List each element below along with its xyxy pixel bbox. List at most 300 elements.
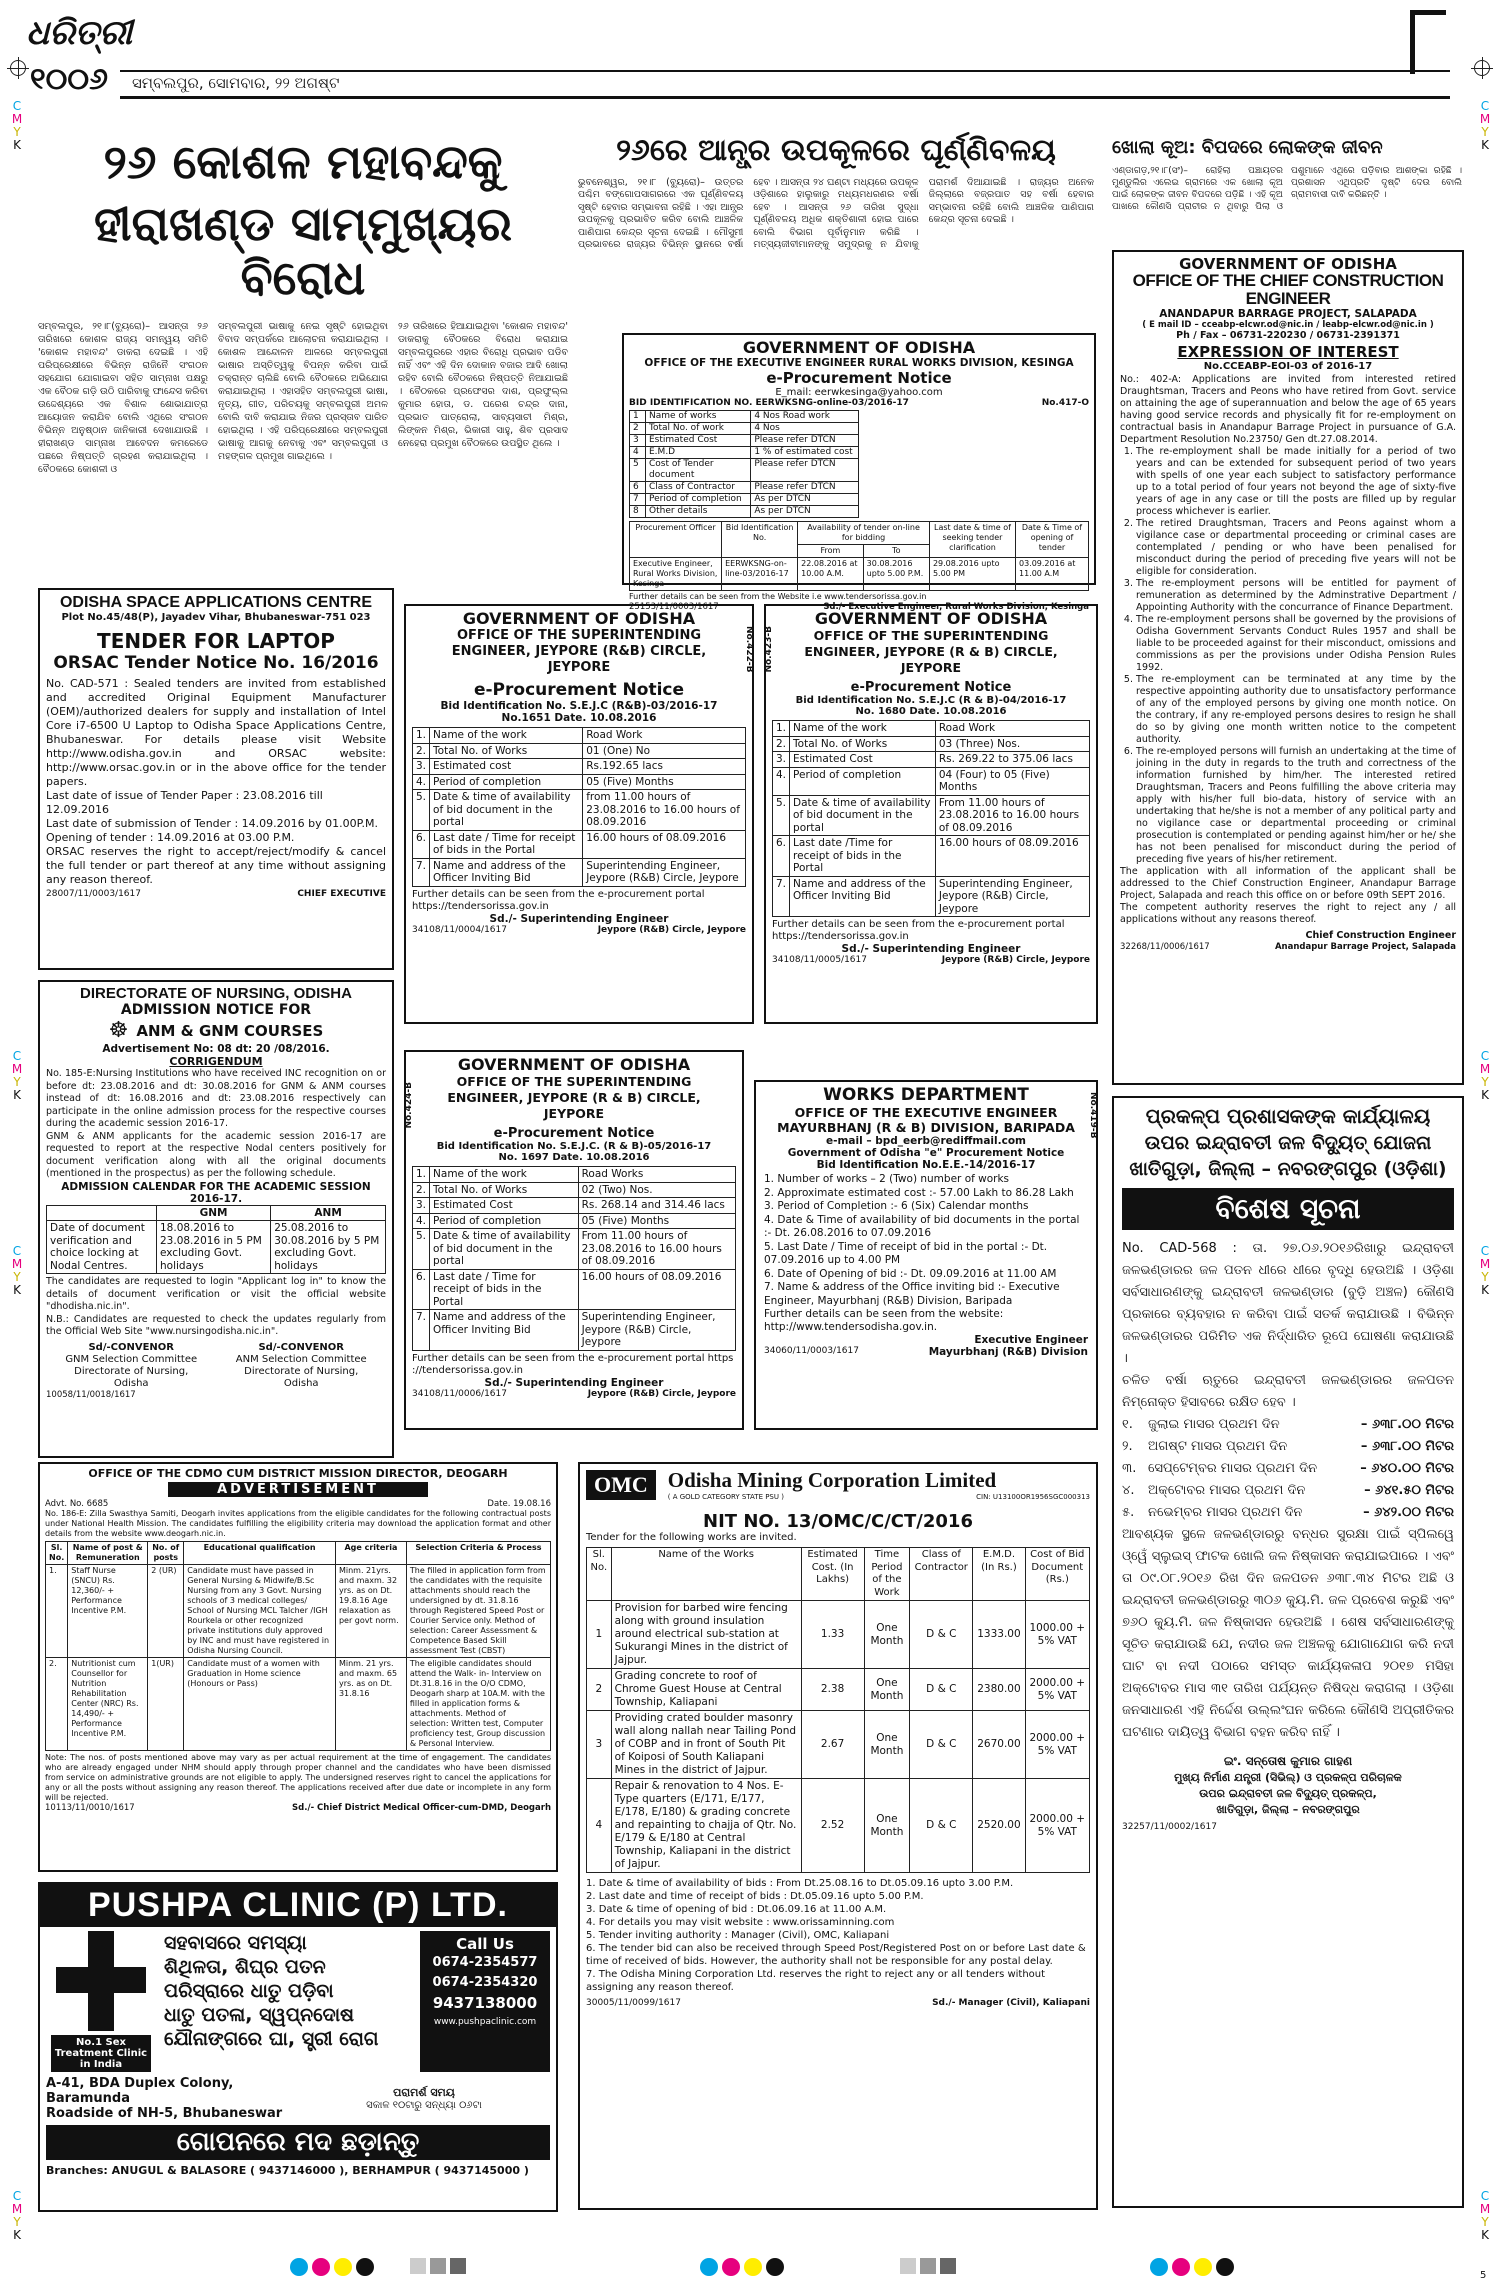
- nurse-cal-c2: 25.08.2016 to 30.08.2016 by 5 PM excluding Govt. holidays: [271, 1221, 386, 1274]
- ad-jeypore-tender-3: [404, 1050, 744, 1430]
- cce-point: 4. The re-employment persons shall be governed by the provisions of Odisha Government Servants Conduct Rules 1957 and shall be liable to be proceeded against for their misconduct, omissions and commissions as per the provisions under Odisha Pension Rules 1992.: [1136, 614, 1456, 674]
- jp2-cell: Period of completion: [790, 767, 936, 795]
- cce-point: 2. The retired Draughtsman, Tracers and Peons against whom a vigilance case or departmental proceeding or criminal cases are contemplated / pending or who have been penalised for misconduct during the period of preceding five years will not be eligible for consideration.: [1136, 518, 1456, 578]
- hy-level-row: [1122, 1436, 1454, 1458]
- jp1-cell: 5.: [413, 790, 430, 831]
- omc-cell: 3: [587, 1711, 612, 1779]
- hy-line2: ଉପର ଇନ୍ଦ୍ରାବତୀ ଜଳ ବିଦ୍ୟୁତ୍ ଯୋଜନା: [1144, 1132, 1432, 1154]
- cmyk-mark-left-low: C M Y K: [11, 1244, 23, 1297]
- pc-name: PUSHPA CLINIC (P) LTD.: [40, 1884, 556, 1927]
- jp1-cell: Total No. of Works: [430, 743, 583, 759]
- rw-sch-h2: Availability of tender on-line for bidding: [798, 522, 930, 545]
- hy-levels: [1122, 1414, 1454, 1524]
- omc-cell: 2000.00 + 5% VAT: [1025, 1711, 1089, 1779]
- rw-cell: 5: [630, 459, 646, 482]
- dg-header-cell: No. of posts: [148, 1542, 184, 1565]
- hy-level-num: ୨.: [1122, 1439, 1133, 1454]
- rw-cell: Please refer DTCN: [751, 435, 859, 447]
- jp1-line2: OFFICE OF THE SUPERINTENDING ENGINEER, JEYPORE (R&B) CIRCLE, JEYPORE: [451, 628, 707, 675]
- jp3-line1: GOVERNMENT OF ODISHA: [457, 1055, 691, 1074]
- jp3-cell: 4.: [413, 1213, 430, 1229]
- jp1-row: [413, 774, 746, 790]
- wd-item: 3. Period of Completion :- 6 (Six) Calendar months: [764, 1200, 1029, 1212]
- wd-item: 7. Name & address of the Office inviting bid :- Executive Engineer, Mayurbhanj (R&B) Division, Baripada: [764, 1281, 1060, 1307]
- omc-sign: Sd./- Manager (Civil), Kaliapani: [932, 1998, 1090, 2008]
- hy-level-value: – ୬୪୧.୫୦ ମିଟର: [1364, 1483, 1454, 1498]
- jp1-bid: Bid Identification No. S.E.J.C (R&B)-03/2016-17: [440, 700, 718, 712]
- hy-body1: No. CAD-568 : ତା. ୨୭.୦୬.୨୦୧୬ରିଖାରୁ ଇନ୍ଦ୍ରାବତୀ ଜଳଭଣ୍ଡାରର ଜଳ ପତନ ଧୀରେ ଧୀରେ ବୃଦ୍ଧି ହେଉଅଛି । ଓଡ଼ିଶା ସର୍ବସାଧାରଣଙ୍କୁ ଇନ୍ଦ୍ରାବତୀ ଜଳଭଣ୍ଡାର (ବୁଡ଼ି ଅଞ୍ଚଳ) କୌଣସି ପ୍ରକାରେ ବ୍ୟବହାର ନ କରିବା ପାଇଁ ସତର୍କ କରାଯାଉଛି । ବିଭିନ୍ନ ଜଳଭଣ୍ଡାରର ପରିମିତ ଏକ ନିର୍ଦ୍ଧାରିତ ରୂପେ ଘୋଷଣା କରାଯାଉଛି ।: [1122, 1241, 1454, 1366]
- wd-code: 34060/11/0003/1617: [764, 1346, 859, 1356]
- omc-header-cell: Sl. No.: [587, 1548, 612, 1601]
- omc-invite: Tender for the following works are invited.: [586, 1532, 797, 1543]
- jp1-cell: Superintending Engineer, Jeypore (R&B) Circle, Jeypore: [583, 858, 746, 886]
- omc-cell: One Month: [864, 1779, 910, 1873]
- cce-sign2: Anandapur Barrage Project, Salapada: [1274, 942, 1456, 952]
- cmyk-mark-right-mid: C M Y K: [1479, 1049, 1491, 1102]
- omc-row: [587, 1779, 1090, 1873]
- dg-header-cell: Educational qualification: [184, 1542, 336, 1565]
- wd-item: 6. Date of Opening of bid :- Dt. 09.09.2016 at 11.00 AM: [764, 1267, 1057, 1280]
- ad-jeypore-tender-1: [404, 604, 754, 1024]
- rw-sch-c4: 29.08.2016 upto 5.00 PM: [929, 558, 1015, 591]
- nurse-body2: GNM & ANM applicants for the academic session 2016-17 are requested to report at the respective Nodal centers positively for document verification along with all the original documents (mentioned in the prospectus) as per the following schedule.: [46, 1130, 386, 1179]
- jp2-cell: 5.: [773, 795, 790, 836]
- omc-cell: 2000.00 + 5% VAT: [1025, 1669, 1089, 1711]
- jp2-no: No. 1680 Date. 10.08.2016: [855, 706, 1007, 717]
- masthead-rule: [120, 96, 1450, 99]
- gray-scale-strip-right: [900, 2258, 960, 2278]
- ad-directorate-nursing: [38, 980, 394, 1458]
- jp3-cell: 02 (Two) Nos.: [578, 1182, 735, 1198]
- cce-line3: ANANDAPUR BARRAGE PROJECT, SALAPADA: [1159, 308, 1417, 320]
- jp3-row: [413, 1269, 736, 1310]
- dg-cell: Candidate must have passed in General Nursing & Midwife/B.Sc Nursing from any 3 Govt. Nursing schools of 3 medical colleges/ School of Nursing MCL Talcher /IGH Rourkela or other recognized private institutions duly approved by INC and must have registered in Odisha Nursing Council.: [184, 1565, 336, 1658]
- wd-title: WORKS DEPARTMENT: [823, 1085, 1029, 1105]
- rw-line3: e-Procurement Notice: [766, 369, 952, 387]
- jp1-side: No.422-B: [744, 626, 754, 673]
- hy-level-value: – ୬୪୨.୦୦ ମିଟର: [1363, 1505, 1454, 1520]
- wd-footer: Further details can be seen from the website: http://www.tendersodisha.gov.in.: [764, 1308, 1004, 1333]
- pc-addr2: Roadside of NH-5, Bhubaneswar: [46, 2106, 283, 2121]
- omc-cell: One Month: [864, 1669, 910, 1711]
- ad-rural-works-kesinga: [622, 333, 1096, 612]
- jp2-row: [773, 767, 1090, 795]
- rw-cell: E.M.D: [646, 447, 751, 459]
- rw-sch-from: From: [798, 545, 864, 558]
- wd-line4: Government of Odisha "e" Procurement Notice: [787, 1147, 1065, 1159]
- jp2-row: [773, 836, 1090, 877]
- story-kosal-bandh: [38, 136, 568, 632]
- osac-sign: CHIEF EXECUTIVE: [297, 889, 386, 899]
- omc-cell: 4: [587, 1779, 612, 1873]
- jp1-no: No.1651 Date. 10.08.2016: [501, 712, 657, 724]
- jp1-row: [413, 830, 746, 858]
- jp3-cell: Rs. 268.14 and 314.46 lacs: [578, 1198, 735, 1214]
- omc-cell: 1333.00: [973, 1601, 1025, 1669]
- jp1-sign1: Sd./- Superintending Engineer: [489, 912, 669, 925]
- nursing-emblem-icon: ☸: [108, 1018, 129, 1043]
- hy-level-value: – ୬୩୮.୦୦ ମିଟର: [1360, 1417, 1454, 1432]
- color-registration-dots-center: [700, 2258, 788, 2280]
- jp3-cell: 6.: [413, 1269, 430, 1310]
- dg-code: 10113/11/0010/1617: [45, 1803, 135, 1813]
- jp2-row: [773, 721, 1090, 737]
- nurse-body1: No. 185-E:Nursing Institutions who have received INC recognition on or before dt: 23.08.2016 and dt: 30.08.2016 for GNM & ANM courses instead of dt: 16.08.2016 and dt: 23.08.2016 respectively can participate in the online admission process for the respective courses during the academic session 2016-17.: [46, 1068, 386, 1129]
- nurse-sign-gnm: Sd/-CONVENOR GNM Selection Committee Directorate of Nursing, Odisha: [65, 1341, 198, 1389]
- story2-headline: ୨୬ରେ ଆନ୍ଧ୍ର ଉପକୂଳରେ ଘୂର୍ଣ୍ଣିବଳୟ: [616, 133, 1056, 168]
- color-registration-dots: [290, 2258, 378, 2280]
- rw-sch-to: To: [863, 545, 929, 558]
- jp1-cell: 16.00 hours of 08.09.2016: [583, 830, 746, 858]
- cce-sign1: Chief Construction Engineer: [1305, 930, 1456, 941]
- jp2-line3: e-Procurement Notice: [850, 680, 1012, 695]
- jp3-cell: 16.00 hours of 08.09.2016: [578, 1269, 735, 1310]
- rw-cell: Name of works: [646, 411, 751, 423]
- rw-sch-h4: Date & Time of opening of tender: [1015, 522, 1088, 558]
- pc-branches: Branches: ANUGUL & BALASORE ( 9437146000 ), BERHAMPUR ( 9437145000 ): [46, 2164, 529, 2177]
- dg-cell: Minm. 21 yrs. and maxm. 65 yrs. as on Dt. 31.8.16: [335, 1658, 406, 1751]
- hy-line3: ଖାତିଗୁଡ଼ା, ଜିଲ୍ଲା – ନବରଙ୍ଗପୁର (ଓଡ଼ିଶା): [1129, 1158, 1447, 1180]
- hy-line1: ପ୍ରକଳ୍ପ ପ୍ରଶାସକଙ୍କ କାର୍ଯ୍ୟାଳୟ: [1145, 1104, 1431, 1128]
- wd-sign2: Mayurbhanj (R&B) Division: [928, 1346, 1088, 1358]
- dg-date: Date. 19.08.16: [487, 1499, 551, 1509]
- omc-cell: 1: [587, 1601, 612, 1669]
- omc-row: [587, 1669, 1090, 1711]
- jp1-cell: Period of completion: [430, 774, 583, 790]
- omc-logo: OMC: [586, 1470, 656, 1500]
- rw-sch-c2: 22.08.2016 at 10.00 A.M.: [798, 558, 864, 591]
- dg-line1: OFFICE OF THE CDMO CUM DISTRICT MISSION DIRECTOR, DEOGARH: [88, 1467, 508, 1480]
- ad-works-department: [754, 1080, 1098, 1430]
- jp3-cell: Superintending Engineer, Jeypore (R&B) Circle, Jeypore: [578, 1310, 735, 1351]
- rw-sch-h3: Last date & time of seeking tender clarification: [929, 522, 1015, 558]
- dg-cell: 1.: [46, 1565, 68, 1658]
- jp3-cell: 5.: [413, 1229, 430, 1270]
- jp1-table: [412, 727, 746, 887]
- omc-cell: Providing crated boulder masonry wall along nallah near Tailing Pond of COBP and in front of South Pit of Koiposi of South Kaliapani Mines in the district of Jajpur.: [611, 1711, 801, 1779]
- wd-item: 1. Number of works – 2 (Two) number of works: [764, 1173, 1010, 1185]
- nurse-cal-h2: ANM: [271, 1205, 386, 1221]
- jp3-sign2: Jeypore (R&B) Circle, Jeypore: [587, 1388, 736, 1399]
- omc-cell: 2.38: [801, 1669, 864, 1711]
- cce-title: EXPRESSION OF INTEREST: [1177, 343, 1399, 361]
- cce-reserve: The competent authority reserves the right to reject any / all applications without any reasons thereof.: [1120, 902, 1456, 925]
- dg-cell: 2 (UR): [148, 1565, 184, 1658]
- jp1-cell: Road Work: [583, 728, 746, 744]
- rw-cell: 2: [630, 423, 646, 435]
- jp3-no: No. 1697 Date. 10.08.2016: [498, 1152, 650, 1163]
- jp2-cell: 3.: [773, 752, 790, 768]
- dateline: ସମ୍ବଲପୁର, ସୋମବାର, ୨୨ ଅଗଷ୍ଟ: [132, 74, 340, 92]
- rw-cell: 1 % of estimated cost: [751, 447, 859, 459]
- omc-cell: 2380.00: [973, 1669, 1025, 1711]
- hy-code: 32257/11/0002/1617: [1122, 1822, 1217, 1832]
- jp1-cell: 7.: [413, 858, 430, 886]
- jp3-cell: Estimated Cost: [430, 1198, 579, 1214]
- rw-row: [630, 506, 859, 518]
- omc-header-cell: Name of the Works: [611, 1548, 801, 1601]
- pc-web[interactable]: www.pushpaclinic.com: [433, 2017, 537, 2027]
- omc-header-cell: Estimated Cost. (In Lakhs): [801, 1548, 864, 1601]
- nurse-sign-anm: Sd/-CONVENOR ANM Selection Committee Directorate of Nursing, Odisha: [235, 1341, 367, 1389]
- jp2-side: No.423-B: [764, 626, 774, 673]
- story1-col2: ସମ୍ବଲପୁରୀ ଭାଷାକୁ ନେଇ ସୃଷ୍ଟି ହୋଇଥିବା ବିବାଦ ସମ୍ପର୍କରେ ଆଲୋଚନା କରାଯାଇଥିଲା । କୋଶଳ ଆନ୍ଦୋଳନ ଆଳରେ ସମ୍ବଲପୁରୀ ଭାଷାର ଅସ୍ତିତ୍ୱକୁ ବିପନ୍ନ କରିବା ପାଇଁ ଚକ୍ରାନ୍ତ ଚାଲିଛି ବୋଲି ବୈଠକରେ ଅଭିଯୋଗ କରାଯାଇଥିଲା । ଏହାସହିତ ସମ୍ବଲପୁରୀ ଭାଷା, ନୃତ୍ୟ, ଗୀତ, ପରିଚୟକୁ ସମ୍ବଲପୁରୀ ଅମଳ ବୋଲି ଦାବି କରାଯାଇ ନିଜର ପ୍ରସ୍ତାବ ପାରିତ ହୋଇଥିଲା । ଏହି ପରିପ୍ରେକ୍ଷୀରେ ସମ୍ବଲପୁରୀ ଭାଷାକୁ ଆଗକୁ ନେବାକୁ ଏବଂ ସମ୍ବଲପୁରୀ ଓ ମହଙ୍ଗଳ ପ୍ରମୁଖ ଗାଇଥିଲେ ।: [218, 321, 388, 463]
- nurse-cal-title: ADMISSION CALENDAR FOR THE ACADEMIC SESSION 2016-17.: [61, 1180, 371, 1205]
- hy-title: ବିଶେଷ ସୂଚନା: [1122, 1188, 1454, 1230]
- omc-note: 7. The Odisha Mining Corporation Ltd. reserves the right to reject any or all tenders without assigning any reason thereof.: [586, 1969, 1046, 1993]
- dg-cell: The eligible candidates should attend the Walk- in- Interview on Dt.31.8.16 in the O/O CDMO, Deogarh sharp at 10A.M. with the filled in application forms & attachments. Method of selection: Written test, Computer proficiency test, Group discussion & Personal Interview.: [406, 1658, 550, 1751]
- hy-body3: ଆବଶ୍ୟକ ସ୍ଥଳେ ଜଳଭଣ୍ଡାରରୁ ବନ୍ଧର ସୁରକ୍ଷା ପାଇଁ ସ୍ପିଲୱେ ଓ୍ୱେଁ ସ୍ଲୁଇସ୍ ଫାଟକ ଖୋଲି ଜଳ ନିଷ୍କାସନ କରାଯାଇପାରେ । ଏବଂ ତା ୦୯.୦୮.୨୦୧୬ ରିଖ ଦିନ ଜଳପତନ ୬୩୮.୩୪ ମିଟର ଅଛି ଓ ଇନ୍ଦ୍ରାବତୀ ଜଳଭଣ୍ଡାରରୁ ୩୦୬ କ୍ୟୁ.ମି. ଜଳ ପ୍ରବେଶ କରୁଛି ଏବଂ ୭୬୦ କ୍ୟୁ.ମି. ଜଳ ନିଷ୍କାସନ ହେଉଅଛି । ଶେଷ ସର୍ବସାଧାରଣଙ୍କୁ ସୂଚିତ କରାଯାଉଛି ଯେ, ନଦୀର ଜଳ ଅଞ୍ଚଳକୁ ଯୋଗାଯୋଗ କରି ନଦୀ ଘାଟ ବା ନଦୀ ପଠାରେ ସମସ୍ତ କାର୍ଯ୍ୟକଳାପ ୨୦୧୭ ମସିହା ଅକ୍ଟୋବର ମାସ ୩୧ ତାରିଖ ପର୍ଯ୍ୟନ୍ତ ନିଷିଦ୍ଧ କରାଗଲା । ଓଡ଼ିଶା ଜନସାଧାରଣ ଏହି ନିର୍ଦ୍ଦେଶ ଉଲ୍ଲଂଘନ କରିଲେ କୌଣସି ଅପ୍ରୀତିକର ଘଟଣାର ଦାୟିତ୍ୱ ବିଭାଗ ବହନ କରିବ ନାହିଁ ।: [1122, 1527, 1454, 1740]
- omc-note: 3. Date & time of opening of bid : Dt.06.09.16 at 11.00 A.M.: [586, 1904, 887, 1915]
- osac-d4: ORSAC reserves the right to accept/reject/modify & cancel the full tender or part thereof at any time without assigning any reason thereof.: [46, 845, 386, 886]
- wd-item: 4. Date & Time of availability of bid documents in the portal :- Dt. 26.08.2016 to 07.09.2016: [764, 1213, 1080, 1239]
- jp2-cell: Date & time of availability of bid document in the portal: [790, 795, 936, 836]
- omc-cell: 2000.00 + 5% VAT: [1025, 1779, 1089, 1873]
- hy-level-num: ୪.: [1122, 1483, 1135, 1498]
- rw-cell: Please refer DTCN: [751, 482, 859, 494]
- jp2-cell: 1.: [773, 721, 790, 737]
- jp2-cell: Rs. 269.22 to 375.06 lacs: [935, 752, 1089, 768]
- rw-line1: GOVERNMENT OF ODISHA: [742, 338, 976, 357]
- hy-sign3: ଉପର ଇନ୍ଦ୍ରାବତୀ ଜଳ ବିଦ୍ୟୁତ୍ ପ୍ରକଳ୍ପ,: [1199, 1787, 1377, 1800]
- dg-cell: 1(UR): [148, 1658, 184, 1751]
- page-number: ୧୦୦୬: [30, 62, 108, 97]
- story1-col3: ୨୬ ତାରିଖରେ ହିଆଯାଇଥିବା 'କୋଶଳ ମହାବନ୍ଦ' ଡାକରାକୁ ବୈଠକରେ ବିରୋଧ କରାଯାଇ ସମ୍ବଲପୁରରେ ଏହାର ବିରୋଧି ପ୍ରଭାବ ପଡିବ ନାହିଁ ଏବଂ ଏହି ଦିନ ଦୋକାନ ବଜାର ଆଦି ଖୋଲା ରହିବ ବୋଲି ବୈଠକରେ ନିଷ୍ପତ୍ତି ନିଆଯାଇଛି । ବୈଠକରେ ପ୍ରଫେସର ଦାଶ, ପ୍ରଫୁଲ୍ଲ କୁମାର ହୋତା, ଡ. ପରେଶ ଚନ୍ଦ୍ର ଦାନା, ପ୍ରଭାତ ପାତ୍ରୋଲା, ସାବ୍ୟସାଚୀ ମିଶ୍ର, ଲିଙ୍କନ ମିଶ୍ର, ଭିକାରୀ ସାହୁ, ଶିବ ପ୍ରସାଦ ନେହେରା ପ୍ରମୁଖ ବୈଠକରେ ଉପସ୍ଥିତ ଥିଲେ ।: [398, 321, 568, 450]
- rw-row: [630, 411, 859, 423]
- hy-level-num: ୫.: [1122, 1505, 1135, 1520]
- osac-code: 28007/11/0003/1617: [46, 889, 141, 899]
- jp3-cell: 7.: [413, 1310, 430, 1351]
- omc-header-cell: Cost of Bid Document (Rs.): [1025, 1548, 1089, 1601]
- cmyk-mark-left-bottom: C M Y K: [11, 2189, 23, 2242]
- jp2-bid: Bid Identification No. S.E.J.C (R & B)-04/2016-17: [795, 695, 1067, 706]
- medical-cross-icon: [56, 1931, 146, 2031]
- cce-point: 5. The re-employment can be terminated at any time by the respective appointing authority due to unsatisfactory performance of any of the employed persons by giving one month notice. On the contrary, if any re-employed persons desires to resign he shall do so by giving one month written notice to the competent authority.: [1136, 674, 1456, 746]
- omc-nit: NIT NO. 13/OMC/C/CT/2016: [703, 1511, 973, 1532]
- cce-no: No.CCEABP-EOI-03 of 2016-17: [1203, 361, 1373, 372]
- omc-note: 4. For details you may visit website : www.orissaminning.com: [586, 1917, 895, 1928]
- story1-headline-2: ହୀରାଖଣ୍ଡ ସାମ୍ମୁଖ୍ୟର ବିରୋଧ: [93, 197, 513, 307]
- omc-cin: CIN: U13100OR1956SGC000313: [976, 1493, 1090, 1501]
- nurse-line1: DIRECTORATE OF NURSING, ODISHA: [80, 985, 352, 1002]
- rw-cell: Total No. of work: [646, 423, 751, 435]
- wd-item: 2. Approximate estimated cost :- 57.00 Lakh to 86.28 Lakh: [764, 1186, 1074, 1199]
- omc-cell: 1000.00 + 5% VAT: [1025, 1601, 1089, 1669]
- omc-header-cell: E.M.D. (In Rs.): [973, 1548, 1025, 1601]
- pc-l5: ଯୌନାଙ୍ଗରେ ଘା, ସ୍ତ୍ରୀ ରୋଗ: [164, 2028, 379, 2050]
- rw-cell: Cost of Tender document: [646, 459, 751, 482]
- cce-points: [1120, 446, 1456, 866]
- cce-line1: GOVERNMENT OF ODISHA: [1179, 255, 1397, 273]
- jp1-cell: 01 (One) No: [583, 743, 746, 759]
- story1-col1: ସମ୍ବଲପୁର, ୨୧।୮(ବ୍ୟୁରୋ)– ଆସନ୍ତା ୨୬ ତାରିଖରେ କୋଶଳ ରାଜ୍ୟ ସମନ୍ୱୟ ସମିତି 'କୋଶଳ ମହାବନ୍ଦ' ଡାକରା ଦେଇଛି । ଏହି ପରିପ୍ରେକ୍ଷୀରେ ବିଭିନ୍ନ ରାଜିନୈ ସଂଗଠନ ସହଯୋଗ ଯୋଗାଇବା ସହିତ ସାମ୍ନାଖ ପକ୍ଷରୁ ଏକ ବୈଠକ ଗଡ଼ି ଉଠି ପାରିବାକୁ ଫାନ୍ଦେସ କରିବା ଉଦ୍ଦେଶ୍ୟରେ ଏକ ବିଶାଳ ଶୋଭାଯାତ୍ରା ଆୟୋଜନ କରାଯିବ ବୋଲି ଏଥିରେ ସଂଗଠନ ବିଭିନ୍ନ ଅନୁଷ୍ଠାନ ଜାନିକାରୀ ଦେଖାଯାଉଛି । ହୀରାଖଣ୍ଡ ସାମ୍ନାଖ ଆବେଦନ କମରେଡେ ପଛରେ ନିଷ୍ପତ୍ତି ଗ୍ରହଣ କରାଯାଇଥିଲା । ବୈଠକରେ କୋଶଳୀ ଓ: [38, 321, 208, 476]
- jp3-row: [413, 1167, 736, 1183]
- wd-item: 5. Last Date / Time of receipt of bid in the portal :- Dt. 07.09.2016 up to 4.00 PM: [764, 1240, 1048, 1266]
- jp2-row: [773, 795, 1090, 836]
- pc-tag: No.1 Sex Treatment Clinic in India: [51, 2035, 151, 2072]
- nurse-calendar: [46, 1205, 386, 1275]
- omc-cell: D & C: [910, 1601, 973, 1669]
- rw-sign: Sd./- Executive Engineer, Rural Works Division, Kesinga: [823, 602, 1089, 612]
- jp1-cell: 2.: [413, 743, 430, 759]
- story2-body: ଭୁବନେଶ୍ୱର, ୨୧।୮ (ବ୍ୟୁରୋ)– ଉତ୍ତର ପଶ୍ଚିମ ବଙ୍ଗୋପସାଗରରେ ଏକ ଘୂର୍ଣ୍ଣିବଳୟ ସୃଷ୍ଟି ହେବାର ସମ୍ଭାବନା ରହିଛି । ଏହା ଆନ୍ଧ୍ର ଉପକୂଳକୁ ପ୍ରଭାବିତ କରିବ ବୋଲି ଆଞ୍ଚଳିକ ପାଣିପାଗ କେନ୍ଦ୍ର ସୂଚନା ଦେଇଛି । ମୌସୁମୀ ପ୍ରଭାବରେ ରାଜ୍ୟର ବିଭିନ୍ନ ସ୍ଥାନରେ ବର୍ଷା ହେବ । ଆସନ୍ତା ୨୪ ଘଣ୍ଟା ମଧ୍ୟରେ ଉପକୂଳ ଓଡ଼ିଶାରେ ହାଲୁକାରୁ ମଧ୍ୟମଧରଣର ବର୍ଷା ହେବ । ଆସନ୍ତା ୨୬ ତାରିଖ ସୁଦ୍ଧା ଘୂର୍ଣ୍ଣିବଳୟ ଅଧିକ ଶକ୍ତିଶାଳୀ ହୋଇ ପାରେ ବୋଲି ବିଭାଗ ପୂର୍ବାନୁମାନ କରିଛି । ମତ୍ସ୍ୟଜୀବୀମାନଙ୍କୁ ସମୁଦ୍ରକୁ ନ ଯିବାକୁ ପରାମର୍ଶ ଦିଆଯାଇଛି । ରାଜ୍ୟର ଅନେକ ଜିଲ୍ଲାରେ ବଜ୍ରପାତ ସହ ବର୍ଷା ହେବାର ସମ୍ଭାବନା ରହିଛି ବୋଲି ଆଞ୍ଚଳିକ ପାଣିପାଗ କେନ୍ଦ୍ର ସୂଚନା ଦେଇଛି ।: [578, 176, 1094, 250]
- registration-mark-right: [1474, 60, 1490, 76]
- omc-cell: 2: [587, 1669, 612, 1711]
- nurse-cal-c1: 18.08.2016 to 23.08.2016 in 5 PM excluding Govt. holidays: [157, 1221, 271, 1274]
- jp3-row: [413, 1310, 736, 1351]
- pc-ph3[interactable]: 9437138000: [432, 1994, 538, 2012]
- pc-l1: ସହବାସରେ ସମସ୍ୟା: [164, 1932, 307, 1954]
- dg-header-cell: Age criteria: [335, 1542, 406, 1565]
- story1-headline-1: ୨୬ କୋଶଳ ମହାବନ୍ଦକୁ: [103, 135, 503, 190]
- cce-email: ( E mail ID – cceabp-elcwr.od@nic.in / leabp-elcwr.od@nic.in ): [1142, 320, 1434, 330]
- rw-table: [629, 410, 859, 518]
- pc-ph2[interactable]: 0674-2354320: [432, 1975, 538, 1990]
- rw-row: [630, 423, 859, 435]
- dg-cell: Candidate must of a women with Graduation in Home science (Honours or Pass): [184, 1658, 336, 1751]
- hy-sign4: ଖାତିଗୁଡ଼ା, ଜିଲ୍ଲା – ନବରଙ୍ଗପୁର: [1216, 1803, 1360, 1816]
- jp2-cell: Total No. of Works: [790, 736, 936, 752]
- nurse-line3: ANM & GNM COURSES: [136, 1021, 324, 1040]
- nurse-corr: CORRIGENDUM: [169, 1055, 263, 1068]
- jp3-row: [413, 1213, 736, 1229]
- cce-point: 1. The re-employment shall be made initially for a period of two years and can be extended for subsequent period of two years with spells of one year each subject to satisfactory performance up to a total period of four years not beyond the age of sixty-five years of age in any case or till the posts are filled up by regular process whichever is earlier.: [1136, 446, 1456, 518]
- pc-addr1: A-41, BDA Duplex Colony, Baramunda: [46, 2076, 234, 2106]
- pc-ph1[interactable]: 0674-2354577: [432, 1955, 538, 1970]
- pc-l2: ଶିଥିଳତା, ଶିଘ୍ର ପତନ: [164, 1956, 326, 1978]
- rw-cell: 7: [630, 494, 646, 506]
- rw-cell: 4 Nos: [751, 423, 859, 435]
- jp1-code: 34108/11/0004/1617: [412, 924, 507, 935]
- rw-sch-c3: 30.08.2016 upto 5.00 P.M.: [863, 558, 929, 591]
- rw-code: 25153/11/0003/1617: [629, 602, 719, 612]
- rw-cell: Period of completion: [646, 494, 751, 506]
- omc-cell: Provision for barbed wire fencing along with ground insulation around electrical sub-station at Sukurangi Mines in the district of Jajpur.: [611, 1601, 801, 1669]
- cce-line2: OFFICE OF THE CHIEF CONSTRUCTION ENGINEER: [1132, 271, 1444, 308]
- dg-cell: Nutritionist cum Counsellor for Nutrition Rehabilitation Center (NRC) Rs. 14,490/- + Performance Incentive P.M.: [68, 1658, 148, 1751]
- jp3-side: No.424-B: [404, 1082, 414, 1129]
- omc-cell: 2.67: [801, 1711, 864, 1779]
- jp2-cell: Road Work: [935, 721, 1089, 737]
- jp2-code: 34108/11/0005/1617: [772, 955, 867, 965]
- jp2-cell: 04 (Four) to 05 (Five) Months: [935, 767, 1089, 795]
- gray-scale-strip-left: [410, 2258, 470, 2278]
- jp1-row: [413, 759, 746, 775]
- omc-cell: One Month: [864, 1711, 910, 1779]
- dg-bar: ADVERTISEMENT: [168, 1482, 428, 1497]
- jp3-cell: From 11.00 hours of 23.08.2016 to 16.00 hours of 08.09.2016: [578, 1229, 735, 1270]
- jp1-line3: e-Procurement Notice: [473, 680, 685, 700]
- jp2-line2: OFFICE OF THE SUPERINTENDING ENGINEER, JEYPORE (R & B) CIRCLE, JEYPORE: [804, 628, 1058, 675]
- pc-call: Call Us: [456, 1935, 514, 1953]
- jp3-row: [413, 1229, 736, 1270]
- omc-note: 1. Date & time of availability of bids : From Dt.25.08.16 to Dt.05.09.16 upto 3.00 P.M.: [586, 1878, 1014, 1889]
- jp1-cell: Name and address of the Officer Inviting Bid: [430, 858, 583, 886]
- jp3-cell: 05 (Five) Months: [578, 1213, 735, 1229]
- jp2-cell: 2.: [773, 736, 790, 752]
- story3-body: ଏଣ୍ଡାଗଡ଼,୨୧।୮(ସଂ)– ରୋହିଲା ପଞ୍ଚାୟତର ମୁଣ୍ଡୁଲିର ଏଲେଇ ଗ୍ରାମରେ ଏକ ଖୋଲା କୂଅ ପାଇଁ ଲୋକଙ୍କ ଜୀବନ ବିପଦରେ ପଡ଼ିଛି । ଏହି କୂଅ ପାଖରେ କୌଣସି ପ୍ରାଚୀର ନ ଥିବାରୁ ପିଲା ଓ ପଶୁମାନେ ଏଥିରେ ପଡ଼ିବାର ଆଶଙ୍କା ରହିଛି । ପ୍ରଶାସନ ଏଥିପ୍ରତି ଦୃଷ୍ଟି ଦେଉ ବୋଲି ଗ୍ରାମବାସୀ ଦାବି କରିଛନ୍ତି ।: [1112, 165, 1462, 212]
- jp3-cell: 3.: [413, 1198, 430, 1214]
- jp1-row: [413, 728, 746, 744]
- rw-cell: As per DTCN: [751, 506, 859, 518]
- jp2-cell: From 11.00 hours of 23.08.2016 to 16.00 hours of 08.09.2016: [935, 795, 1089, 836]
- dg-header-cell: Name of post & Remuneration: [68, 1542, 148, 1565]
- hy-sign2: ମୁଖ୍ୟ ନିର୍ମାଣ ଯନ୍ତ୍ରୀ (ସିଭିଲ୍) ଓ ପ୍ରକଳ୍ପ ପରିଚାଳକ: [1174, 1771, 1402, 1784]
- cce-code: 32268/11/0006/1617: [1120, 942, 1210, 952]
- omc-cell: 2.52: [801, 1779, 864, 1873]
- jp2-cell: 6.: [773, 836, 790, 877]
- ad-upper-indravati-notice: [1112, 1096, 1464, 2208]
- rw-sch-h0: Procurement Officer: [630, 522, 722, 558]
- jp2-row: [773, 736, 1090, 752]
- hy-level-month: ଅକ୍ଟୋବର ମାସର ପ୍ରଥମ ଦିନ: [1148, 1483, 1306, 1498]
- omc-code: 30005/11/0099/1617: [586, 1998, 681, 2008]
- omc-cell: Grading concrete to roof of Chrome Guest House at Central Township, Kaliapani: [611, 1669, 801, 1711]
- jp1-footer: Further details can be seen from the e-procurement portal https://tendersorissa.gov.in: [412, 888, 705, 912]
- hy-level-value: – ୬୪୦.୦୦ ମିଟର: [1360, 1461, 1454, 1476]
- hy-level-month: ଅଗଷ୍ଟ ମାସର ପ୍ରଥମ ଦିନ: [1148, 1439, 1288, 1454]
- dg-header-cell: Sl. No.: [46, 1542, 68, 1565]
- pc-consult: ପରାମର୍ଶ ସମୟ: [393, 2086, 455, 2099]
- hy-level-row: [1122, 1458, 1454, 1480]
- dg-cell: 2.: [46, 1658, 68, 1751]
- omc-table: [586, 1547, 1090, 1873]
- page-folio: 5: [1480, 2270, 1487, 2281]
- omc-cell: D & C: [910, 1779, 973, 1873]
- jp3-cell: Name and address of the Officer Inviting Bid: [430, 1310, 579, 1351]
- osac-title: TENDER FOR LAPTOP: [97, 629, 335, 653]
- omc-cell: One Month: [864, 1601, 910, 1669]
- jp2-footer: Further details can be seen from the e-procurement portal https://tendersorissa.gov.in: [772, 919, 1065, 942]
- story-open-well: [1112, 138, 1462, 261]
- cmyk-mark-left-mid: C M Y K: [11, 1049, 23, 1102]
- pc-timing: ସକାଳ ୧୦ଟାରୁ ସନ୍ଧ୍ୟା ୦୬ଟା: [366, 2100, 482, 2111]
- jp3-row: [413, 1198, 736, 1214]
- wd-items: [764, 1173, 1088, 1308]
- jp3-cell: Total No. of Works: [430, 1182, 579, 1198]
- story-cyclone: [578, 134, 1094, 321]
- jp1-cell: 05 (Five) Months: [583, 774, 746, 790]
- jp3-bid: Bid Identification No. S.E.J.C. (R & B)-05/2016-17: [436, 1141, 712, 1152]
- dg-adv: Advt. No. 6685: [45, 1499, 109, 1509]
- story3-headline: ଖୋଲା କୂଅ: ବିପଦରେ ଲୋକଙ୍କ ଜୀବନ: [1112, 137, 1383, 158]
- wd-email: e-mail – bpd_eerb@rediffmail.com: [825, 1135, 1026, 1147]
- cce-phone: Ph / Fax – 06731-220230 / 06731-2391371: [1176, 330, 1400, 341]
- jp1-sign2: Jeypore (R&B) Circle, Jeypore: [597, 924, 746, 935]
- jp3-line2: OFFICE OF THE SUPERINTENDING ENGINEER, JEYPORE (R & B) CIRCLE, JEYPORE: [447, 1074, 701, 1121]
- nurse-line2: ADMISSION NOTICE FOR: [120, 1002, 312, 1018]
- jp1-cell: Date & time of availability of bid document in the portal: [430, 790, 583, 831]
- omc-note: 2. Last date and time of receipt of bids : Dt.05.09.16 upto 5.00 P.M.: [586, 1891, 924, 1902]
- nurse-cal-h0: [47, 1205, 157, 1221]
- masthead-logo: ଧରିତ୍ରୀ: [26, 13, 133, 53]
- wd-side: No.419-B: [1088, 1092, 1098, 1139]
- jp1-row: [413, 790, 746, 831]
- osac-notice: ORSAC Tender Notice No. 16/2016: [53, 653, 379, 673]
- omc-cell: 2520.00: [973, 1779, 1025, 1873]
- jp2-cell: 03 (Three) Nos.: [935, 736, 1089, 752]
- jp1-row: [413, 743, 746, 759]
- jp1-line1: GOVERNMENT OF ODISHA: [462, 609, 696, 628]
- jp3-cell: Name of the work: [430, 1167, 579, 1183]
- jp1-cell: Last date / Time for receipt of bids in the Portal: [430, 830, 583, 858]
- rw-cell: 1: [630, 411, 646, 423]
- jp3-code: 34108/11/0006/1617: [412, 1388, 507, 1399]
- rw-row: [630, 435, 859, 447]
- jp3-table: [412, 1166, 736, 1351]
- jp3-cell: Period of completion: [430, 1213, 579, 1229]
- rw-schedule: [629, 521, 1089, 591]
